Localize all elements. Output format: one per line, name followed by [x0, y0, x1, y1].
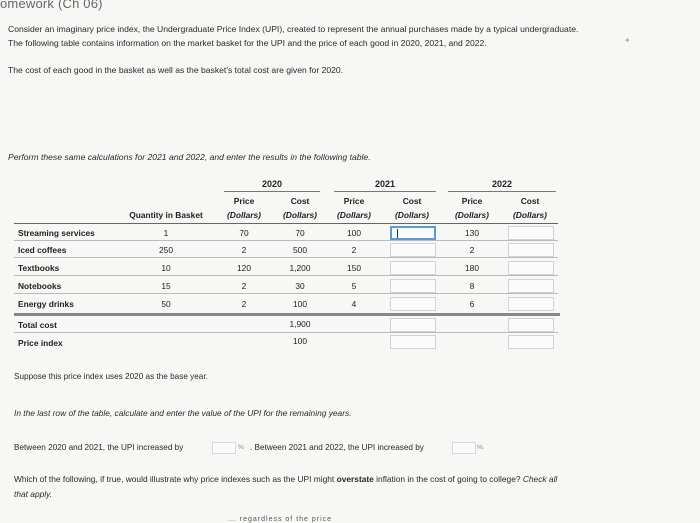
decor-mark: ✦	[624, 36, 631, 45]
cost-2021-input[interactable]	[390, 279, 436, 293]
intro-line-3: The cost of each good in the basket as well as the basket's total cost are given for 2020.	[8, 65, 344, 75]
cost-2020-cell: 100	[293, 299, 307, 309]
col-price-2022: Price	[461, 196, 483, 206]
qty-cell: 250	[159, 245, 173, 255]
percent-sign: %	[238, 444, 244, 451]
col-cost-2022: Cost	[520, 196, 540, 206]
price-2020-cell: 2	[241, 281, 247, 291]
last-row-instruction: In the last row of the table, calculate and enter the value of the UPI for the remaining years.	[14, 408, 352, 418]
cost-2021-input[interactable]	[390, 297, 436, 311]
price-index-label: Price index	[18, 338, 63, 348]
price-2020-cell: 2	[241, 299, 247, 309]
price-2022-cell: 130	[465, 228, 479, 238]
price-index-2022-input[interactable]	[508, 335, 554, 349]
price-2020-cell: 2	[241, 245, 247, 255]
cost-2022-input[interactable]	[508, 261, 554, 275]
col-cost-2020: Cost	[290, 196, 310, 206]
qty-cell: 15	[161, 281, 171, 291]
year-2022: 2022	[491, 179, 513, 189]
col-unit: (Dollars)	[227, 210, 261, 220]
col-price-2021: Price	[343, 196, 365, 206]
increase-2021-input[interactable]	[212, 442, 236, 454]
row-label: Energy drinks	[18, 299, 74, 309]
base-year-text: Suppose this price index uses 2020 as the base year.	[14, 372, 208, 381]
price-2021-cell: 2	[351, 245, 357, 255]
total-cost-2022-input[interactable]	[508, 318, 554, 332]
qty-cell: 50	[161, 299, 171, 309]
col-unit: (Dollars)	[337, 210, 371, 220]
cost-2021-input[interactable]	[390, 243, 436, 257]
increase-2022-input[interactable]	[452, 442, 476, 454]
qty-cell: 10	[161, 263, 171, 273]
cost-2020-cell: 30	[295, 281, 305, 291]
price-2021-cell: 150	[347, 263, 361, 273]
increase-text-1: Between 2020 and 2021, the UPI increased by	[14, 443, 184, 452]
col-unit: (Dollars)	[395, 210, 429, 220]
cutoff-text: ... regardless of the price	[228, 516, 333, 523]
page-header: omework (Ch 06)	[0, 0, 103, 11]
year-2020: 2020	[261, 179, 283, 189]
cost-2020-cell: 500	[293, 245, 307, 255]
instruction-text: Perform these same calculations for 2021 and 2022, and enter the results in the following table.	[8, 152, 371, 162]
price-2020-cell: 70	[239, 228, 249, 238]
cost-2022-input[interactable]	[508, 297, 554, 311]
row-label: Iced coffees	[18, 245, 67, 255]
price-2020-cell: 120	[237, 263, 251, 273]
col-unit: (Dollars)	[513, 210, 547, 220]
question-line-1: Which of the following, if true, would illustrate why price indexes such as the UPI might overstate inflation in the cost of going to college? Check all	[14, 474, 558, 484]
row-label: Textbooks	[18, 263, 60, 273]
increase-text-2: . Between 2021 and 2022, the UPI increased by	[250, 443, 424, 452]
price-2022-cell: 8	[469, 281, 475, 291]
cost-2021-input[interactable]	[390, 261, 436, 275]
intro-line-2: The following table contains information on the market basket for the UPI and the price of each good in 2020, 2021, and 2022.	[8, 38, 487, 48]
cost-2020-cell: 1,200	[289, 263, 311, 273]
price-index-2020: 100	[293, 336, 307, 346]
qty-cell: 1	[163, 228, 169, 238]
question-line-2: that apply.	[14, 489, 53, 499]
percent-sign-2: %.	[477, 444, 485, 451]
total-cost-2021-input[interactable]	[390, 318, 436, 332]
col-quantity: Quantity in Basket	[129, 210, 203, 220]
cost-2022-input[interactable]	[508, 243, 554, 257]
intro-line-1: Consider an imaginary price index, the Undergraduate Price Index (UPI), created to represent the annual purchases made by a typical undergraduate.	[8, 24, 579, 34]
price-index-2021-input[interactable]	[390, 335, 436, 349]
col-unit: (Dollars)	[455, 210, 489, 220]
cost-2021-input[interactable]	[390, 226, 436, 240]
cost-2022-input[interactable]	[508, 226, 554, 240]
col-price-2020: Price	[233, 196, 255, 206]
price-2021-cell: 5	[351, 281, 357, 291]
cost-2022-input[interactable]	[508, 279, 554, 293]
col-cost-2021: Cost	[402, 196, 422, 206]
text-caret	[397, 229, 398, 238]
row-label: Streaming services	[18, 228, 95, 238]
col-unit: (Dollars)	[283, 210, 317, 220]
price-2022-cell: 180	[465, 263, 479, 273]
price-2021-cell: 4	[351, 299, 357, 309]
total-cost-2020: 1,900	[289, 319, 311, 329]
year-2021: 2021	[374, 179, 396, 189]
price-2021-cell: 100	[347, 228, 361, 238]
row-label: Notebooks	[18, 281, 62, 291]
cost-2020-cell: 70	[295, 228, 305, 238]
price-2022-cell: 2	[469, 245, 475, 255]
total-cost-label: Total cost	[18, 320, 57, 330]
price-2022-cell: 6	[469, 299, 475, 309]
